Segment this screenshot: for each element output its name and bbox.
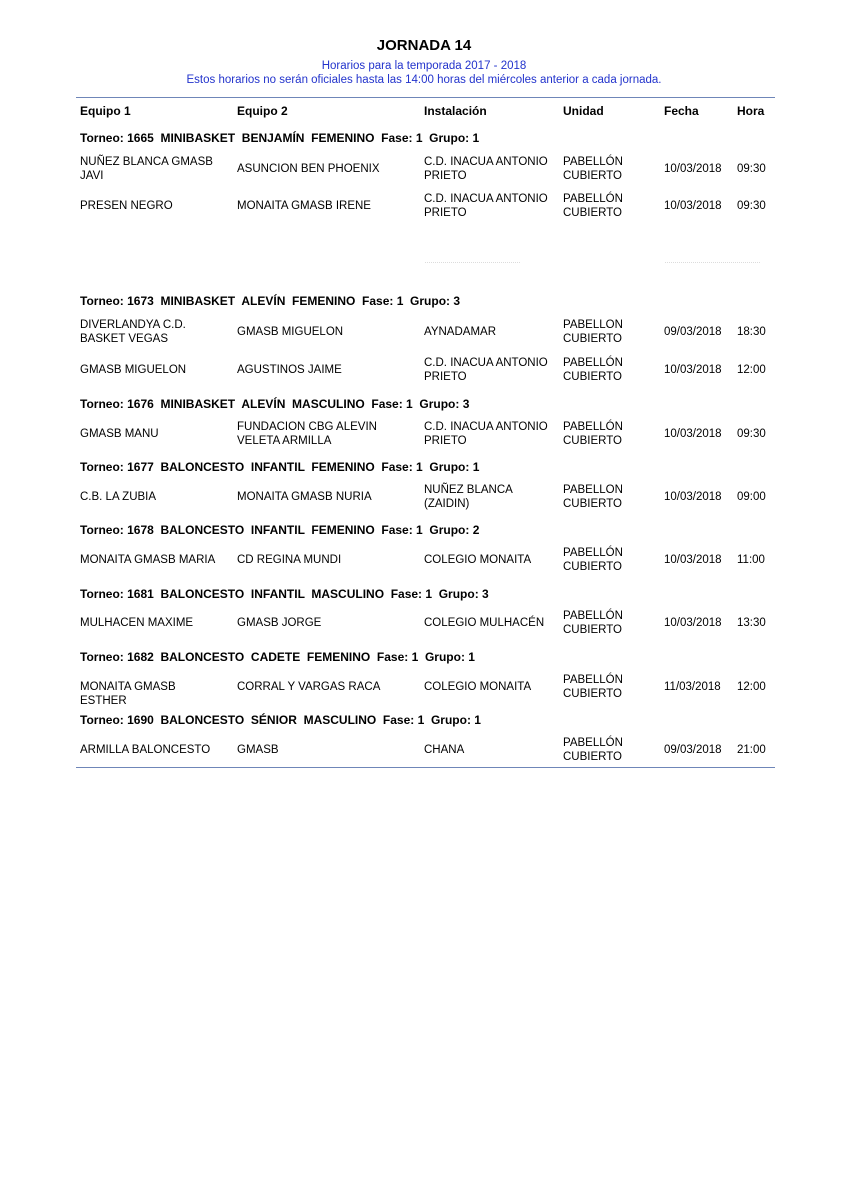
instalacion-cell: NUÑEZ BLANCA (ZAIDIN) (424, 484, 513, 510)
torneo-header: Torneo: 1681 BALONCESTO INFANTIL MASCULINO Fase: 1 Grupo: 3 (80, 587, 489, 601)
equipo1-cell: GMASB MANU (80, 428, 159, 440)
fecha-cell: 10/03/2018 (664, 428, 722, 440)
equipo1-cell: MONAITA GMASB MARIA (80, 554, 216, 566)
torneo-header: Torneo: 1690 BALONCESTO SÉNIOR MASCULINO Fase: 1 Grupo: 1 (80, 713, 481, 727)
season-subtitle: Horarios para la temporada 2017 - 2018 (321, 60, 527, 72)
column-header-unidad: Unidad (563, 104, 604, 118)
footer-divider (76, 767, 775, 768)
instalacion-cell: COLEGIO MULHACÉN (424, 617, 545, 629)
equipo2-cell: MONAITA GMASB NURIA (237, 491, 372, 503)
instalacion-cell: C.D. INACUA ANTONIO PRIETO (424, 156, 548, 182)
fecha-cell: 10/03/2018 (664, 364, 722, 376)
instalacion-cell: AYNADAMAR (424, 326, 496, 338)
equipo1-cell: GMASB MIGUELON (80, 364, 187, 376)
instalacion-cell: C.D. INACUA ANTONIO PRIETO (424, 193, 548, 219)
equipo2-cell: GMASB JORGE (237, 617, 322, 629)
equipo1-cell: C.B. LA ZUBIA (80, 491, 157, 503)
equipo1-cell: MULHACEN MAXIME (80, 617, 194, 629)
hora-cell: 21:00 (737, 744, 766, 756)
fecha-cell: 10/03/2018 (664, 554, 722, 566)
header-divider (76, 97, 775, 98)
unidad-cell: PABELLÓN CUBIERTO (563, 547, 623, 573)
hora-cell: 13:30 (737, 617, 766, 629)
faint-mark (665, 262, 760, 263)
torneo-header: Torneo: 1676 MINIBASKET ALEVÍN MASCULINO Fase: 1 Grupo: 3 (80, 397, 470, 411)
torneo-header: Torneo: 1677 BALONCESTO INFANTIL FEMENINO Fase: 1 Grupo: 1 (80, 460, 480, 474)
hora-cell: 09:30 (737, 163, 766, 175)
fecha-cell: 10/03/2018 (664, 617, 722, 629)
fecha-cell: 11/03/2018 (664, 681, 721, 693)
hora-cell: 09:00 (737, 491, 766, 503)
unidad-cell: PABELLÓN CUBIERTO (563, 737, 623, 763)
fecha-cell: 09/03/2018 (664, 744, 722, 756)
instalacion-cell: C.D. INACUA ANTONIO PRIETO (424, 421, 548, 447)
torneo-header: Torneo: 1682 BALONCESTO CADETE FEMENINO Fase: 1 Grupo: 1 (80, 650, 475, 664)
instalacion-cell: COLEGIO MONAITA (424, 681, 532, 693)
equipo2-cell: GMASB MIGUELON (237, 326, 344, 338)
unidad-cell: PABELLÓN CUBIERTO (563, 156, 623, 182)
unidad-cell: PABELLÓN CUBIERTO (563, 357, 623, 383)
instalacion-cell: CHANA (424, 744, 465, 756)
fecha-cell: 10/03/2018 (664, 200, 722, 212)
column-header-equipo1: Equipo 1 (80, 104, 131, 118)
unidad-cell: PABELLÓN CUBIERTO (563, 674, 623, 700)
equipo1-cell: MONAITA GMASB ESTHER (80, 681, 176, 707)
hora-cell: 09:30 (737, 200, 766, 212)
hora-cell: 12:00 (737, 364, 766, 376)
column-header-instalacion: Instalación (424, 104, 487, 118)
column-header-hora: Hora (737, 104, 765, 118)
equipo2-cell: FUNDACION CBG ALEVIN VELETA ARMILLA (237, 421, 377, 447)
equipo1-cell: NUÑEZ BLANCA GMASB JAVI (80, 156, 213, 182)
column-header-equipo2: Equipo 2 (237, 104, 288, 118)
equipo2-cell: MONAITA GMASB IRENE (237, 200, 371, 212)
equipo1-cell: ARMILLA BALONCESTO (80, 744, 211, 756)
instalacion-cell: COLEGIO MONAITA (424, 554, 532, 566)
torneo-header: Torneo: 1673 MINIBASKET ALEVÍN FEMENINO Fase: 1 Grupo: 3 (80, 294, 461, 308)
page-title: JORNADA 14 (376, 37, 472, 54)
unidad-cell: PABELLÓN CUBIERTO (563, 193, 623, 219)
hora-cell: 11:00 (737, 554, 765, 566)
equipo1-cell: DIVERLANDYA C.D. BASKET VEGAS (80, 319, 186, 345)
official-notice: Estos horarios no serán oficiales hasta las 14:00 horas del miércoles anterior a cada jornada. (186, 74, 662, 86)
equipo2-cell: CD REGINA MUNDI (237, 554, 342, 566)
unidad-cell: PABELLON CUBIERTO (563, 484, 623, 510)
unidad-cell: PABELLÓN CUBIERTO (563, 610, 623, 636)
hora-cell: 12:00 (737, 681, 766, 693)
equipo2-cell: AGUSTINOS JAIME (237, 364, 342, 376)
equipo2-cell: CORRAL Y VARGAS RACA (237, 681, 381, 693)
instalacion-cell: C.D. INACUA ANTONIO PRIETO (424, 357, 548, 383)
faint-mark (425, 262, 520, 263)
unidad-cell: PABELLÓN CUBIERTO (563, 421, 623, 447)
unidad-cell: PABELLON CUBIERTO (563, 319, 623, 345)
equipo2-cell: ASUNCION BEN PHOENIX (237, 163, 380, 175)
equipo1-cell: PRESEN NEGRO (80, 200, 173, 212)
column-header-fecha: Fecha (664, 104, 699, 118)
hora-cell: 09:30 (737, 428, 766, 440)
fecha-cell: 10/03/2018 (664, 491, 722, 503)
equipo2-cell: GMASB (237, 744, 279, 756)
torneo-header: Torneo: 1678 BALONCESTO INFANTIL FEMENINO Fase: 1 Grupo: 2 (80, 523, 480, 537)
fecha-cell: 09/03/2018 (664, 326, 722, 338)
fecha-cell: 10/03/2018 (664, 163, 722, 175)
torneo-header: Torneo: 1665 MINIBASKET BENJAMÍN FEMENINO Fase: 1 Grupo: 1 (80, 131, 480, 145)
hora-cell: 18:30 (737, 326, 766, 338)
